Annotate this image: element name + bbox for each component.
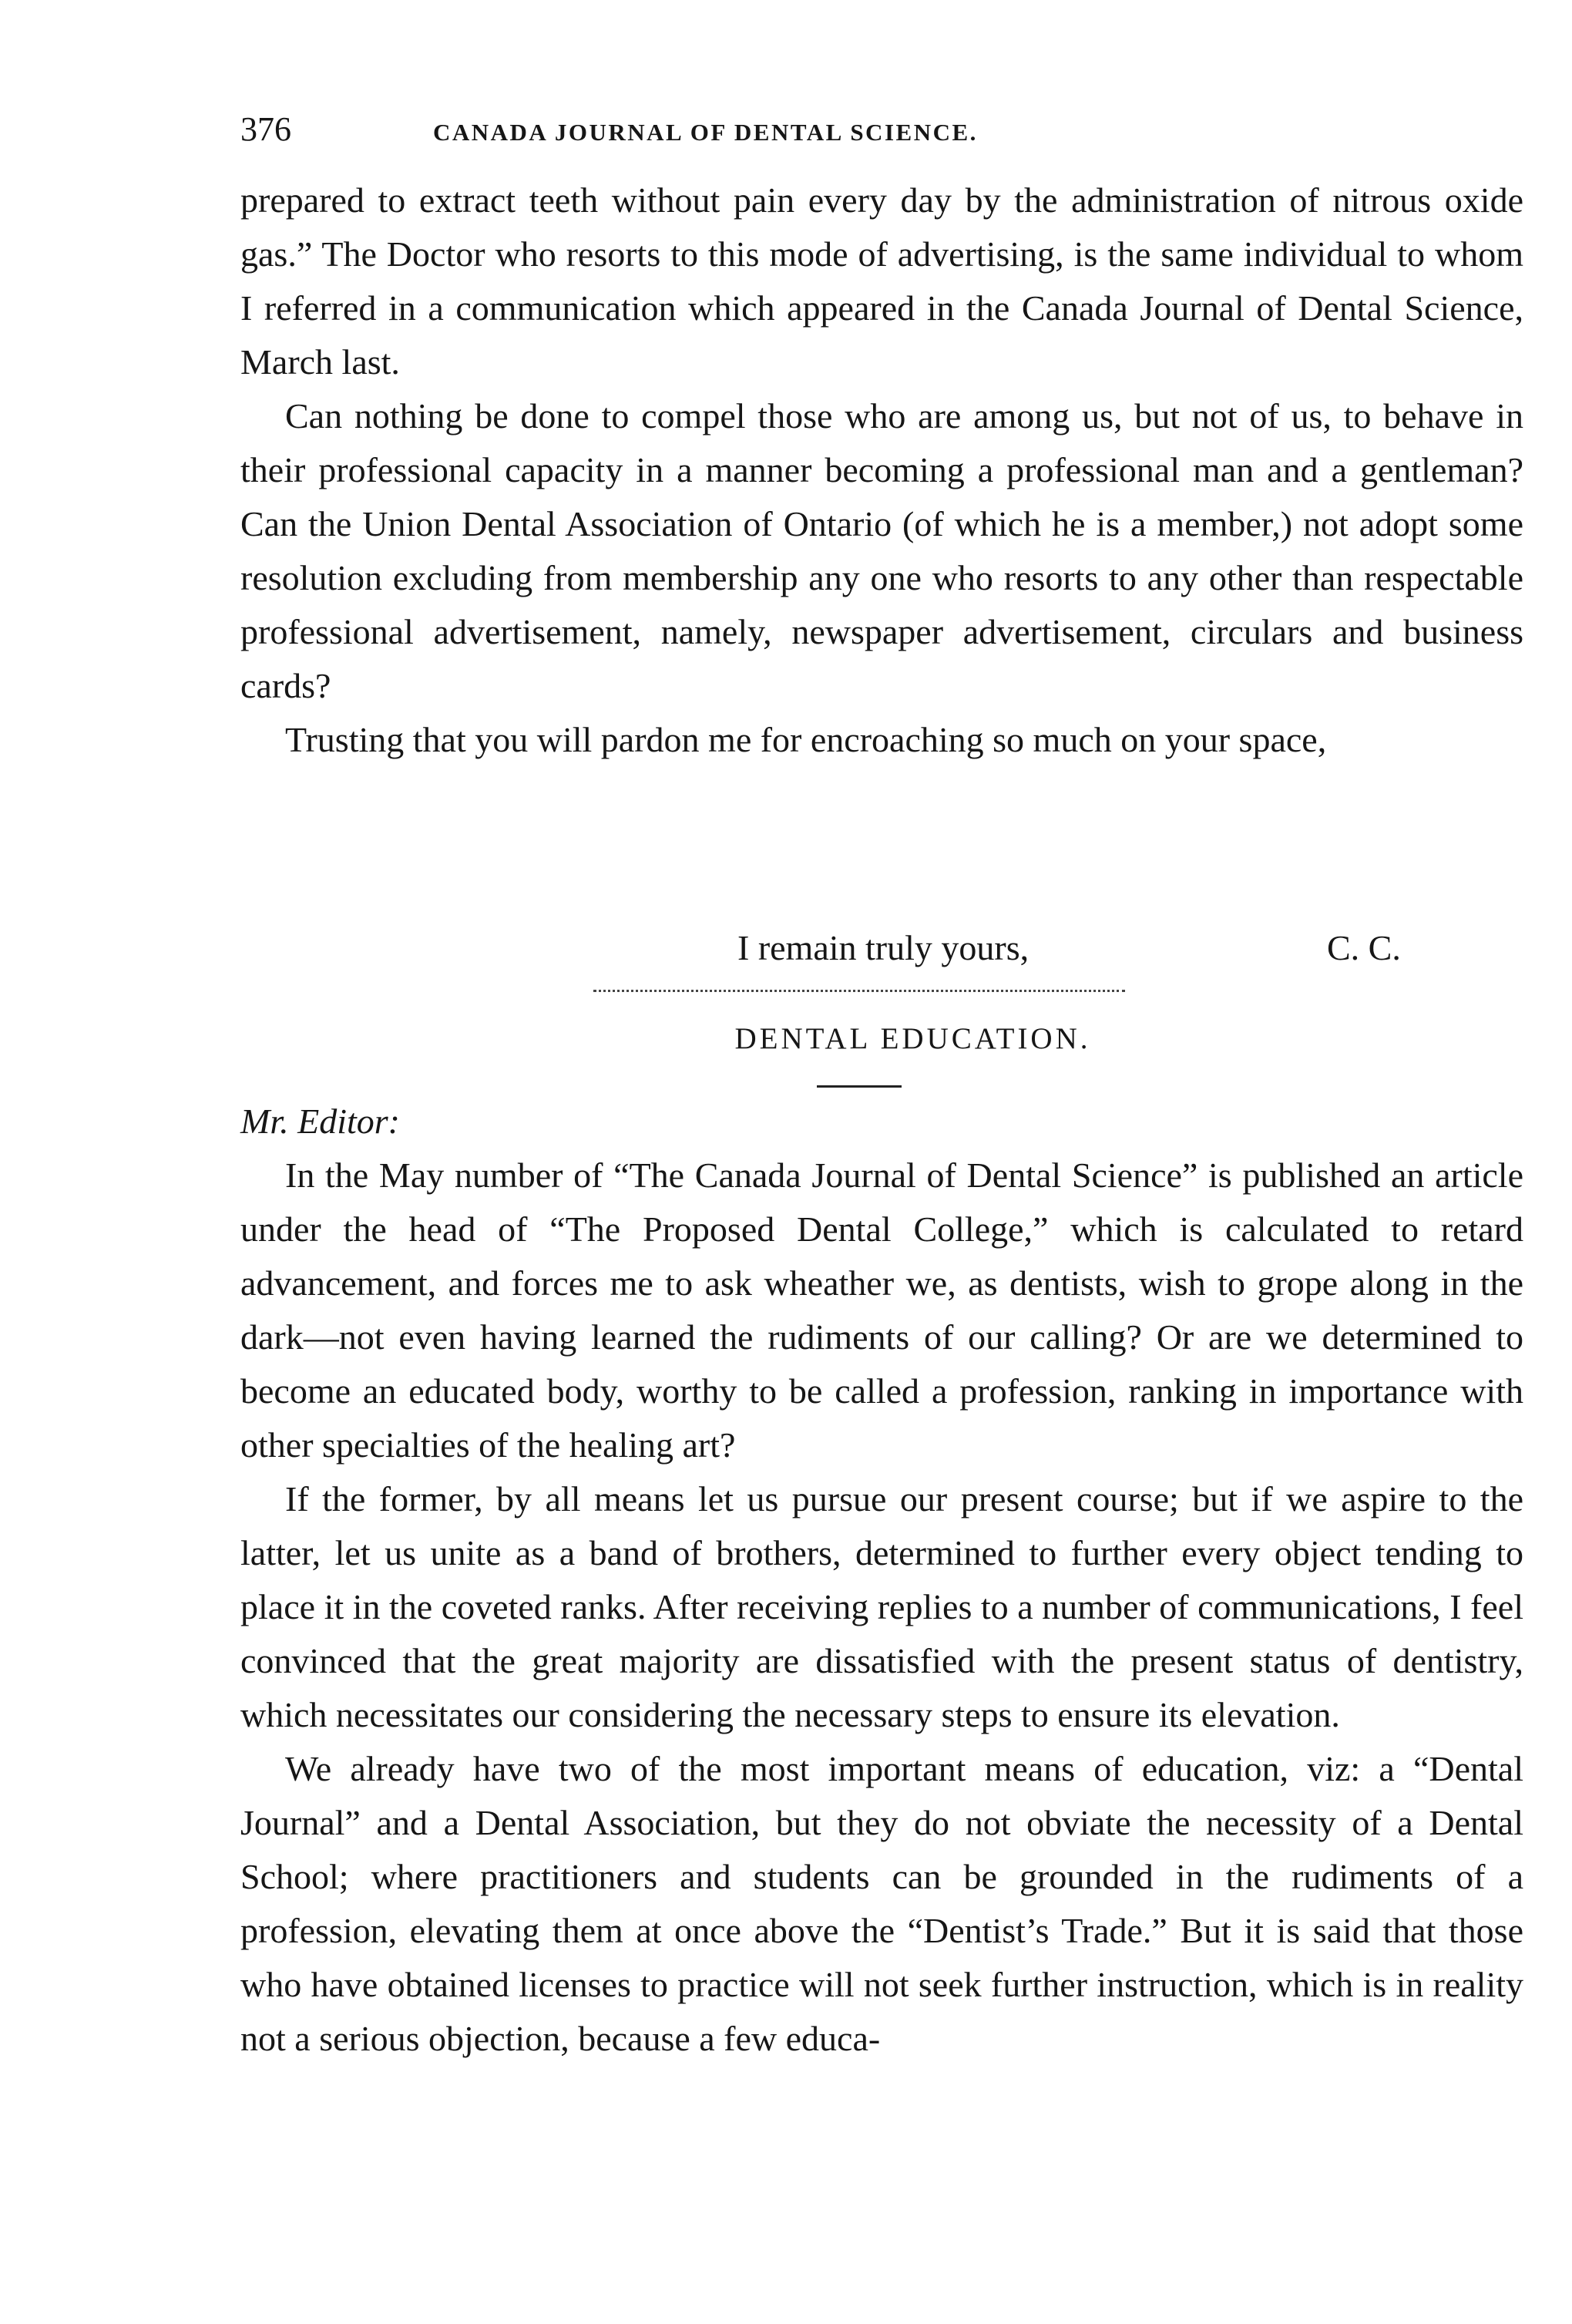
- letter-paragraph: Trusting that you will pardon me for encroaching so much on your space,: [285, 720, 1327, 759]
- letter-body: [240, 173, 1523, 767]
- running-head: CANADA JOURNAL OF DENTAL SCIENCE.: [433, 119, 978, 146]
- letter-paragraph: Can nothing be done to compel those who are among us, but not of us, to behave in their professional capacity in a manner becoming a professional man and a gentleman? Can the Union Dental Association of Ontario (of which he is a member,) not adopt some resolution excluding from membership any one who resorts to any other than respectable professional advertisement, namely, newspaper advertisement, circulars and business cards?: [240, 396, 1523, 705]
- article-salutation: Mr. Editor:: [240, 1101, 400, 1141]
- article-paragraph: In the May number of “The Canada Journal of Dental Science” is published an article under the head of “The Proposed Dental College,” which is calculated to retard advancement, and forces me to ask wheather we, as dentists, wish to grope along in the dark—not even having learned the rudiments of our calling? Or are we determined to become an educated body, worthy to be called a profession, ranking in importance with other specialties of the healing art?: [240, 1155, 1523, 1465]
- article-body: [240, 1095, 1523, 2066]
- article-paragraph: If the former, by all means let us pursue our present course; but if we aspire to the latter, let us unite as a band of brothers, determined to further every object tending to place it in the coveted ranks. After receiving replies to a number of communications, I feel convinced that the great majority are dissatisfied with the present status of dentistry, which necessitates our considering the necessary steps to ensure its elevation.: [240, 1479, 1523, 1734]
- title-rule: [817, 1085, 902, 1088]
- letter-initials: C. C.: [1327, 928, 1401, 967]
- page-header: [240, 106, 1520, 153]
- article-title: DENTAL EDUCATION.: [734, 1022, 1091, 1055]
- section-divider: [593, 990, 1125, 992]
- page-number: 376: [240, 110, 291, 148]
- letter-continuation: prepared to extract teeth without pain every day by the administration of nitrous oxide gas.” The Doctor who resorts to this mode of advertising, is the same individual to whom I referred in a communication which appeared in the Canada Journal of Dental Science, March last.: [240, 180, 1523, 382]
- article-paragraph: We already have two of the most important means of education, viz: a “Dental Journal” and a Dental Association, but they do not obviate the necessity of a Dental School; where practitioners and students can be grounded in the rudiments of a profession, elevating them at once above the “Dentist’s Trade.” But it is said that those who have obtained licenses to practice will not seek further instruction, which is in reality not a serious objection, because a few educa-: [240, 1749, 1523, 2058]
- letter-signature: [240, 921, 1523, 975]
- letter-closing: I remain truly yours,: [737, 928, 1030, 967]
